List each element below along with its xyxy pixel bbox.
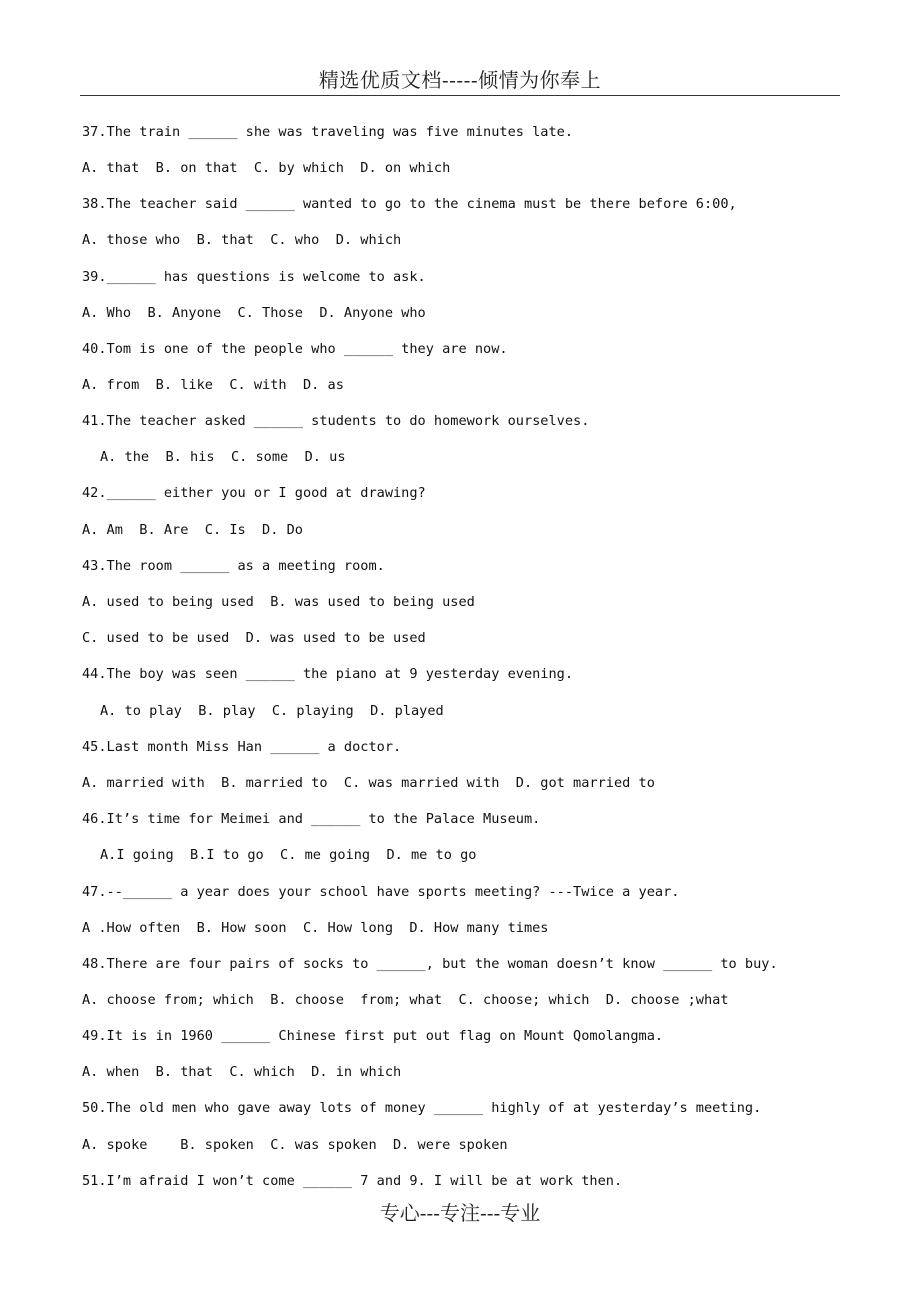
question-options-49: A. when B. that C. which D. in which bbox=[82, 1064, 402, 1080]
question-stem-39: 39.______ has questions is welcome to ask. bbox=[82, 269, 426, 285]
question-options-50: A. spoke B. spoken C. was spoken D. were spoken bbox=[82, 1137, 508, 1153]
question-stem-43: 43.The room ______ as a meeting room. bbox=[82, 558, 385, 574]
question-options-45: A. married with B. married to C. was married with D. got married to bbox=[82, 775, 655, 791]
question-options-39: A. Who B. Anyone C. Those D. Anyone who bbox=[82, 305, 426, 321]
question-stem-45: 45.Last month Miss Han ______ a doctor. bbox=[82, 739, 402, 755]
question-options-47: A .How often B. How soon C. How long D. How many times bbox=[82, 920, 549, 936]
question-stem-38: 38.The teacher said ______ wanted to go to the cinema must be there before 6:00, bbox=[82, 196, 737, 212]
question-options-48: A. choose from; which B. choose from; what C. choose; which D. choose ;what bbox=[82, 992, 729, 1008]
question-stem-37: 37.The train ______ she was traveling was five minutes late. bbox=[82, 124, 574, 140]
question-options-43: A. used to being used B. was used to being used bbox=[82, 594, 475, 610]
question-options-40: A. from B. like C. with D. as bbox=[82, 377, 344, 393]
question-stem-47: 47.--______ a year does your school have sports meeting? ---Twice a year. bbox=[82, 884, 680, 900]
question-stem-51: 51.I’m afraid I won’t come ______ 7 and 9. I will be at work then. bbox=[82, 1173, 623, 1189]
question-stem-42: 42.______ either you or I good at drawing? bbox=[82, 485, 426, 501]
question-stem-44: 44.The boy was seen ______ the piano at 9 yesterday evening. bbox=[82, 666, 574, 682]
question-options-41: A. the B. his C. some D. us bbox=[100, 449, 346, 465]
question-stem-46: 46.It’s time for Meimei and ______ to the Palace Museum. bbox=[82, 811, 541, 827]
question-options-44: A. to play B. play C. playing D. played bbox=[100, 703, 444, 719]
question-options-46: A.I going B.I to go C. me going D. me to go bbox=[100, 847, 477, 863]
question-stem-49: 49.It is in 1960 ______ Chinese first put out flag on Mount Qomolangma. bbox=[82, 1028, 664, 1044]
header-divider bbox=[80, 95, 840, 96]
question-options-37: A. that B. on that C. by which D. on which bbox=[82, 160, 451, 176]
question-stem-50: 50.The old men who gave away lots of money ______ highly of at yesterday’s meeting. bbox=[82, 1100, 762, 1116]
question-stem-48: 48.There are four pairs of socks to ______, but the woman doesn’t know ______ to buy. bbox=[82, 956, 778, 972]
question-stem-40: 40.Tom is one of the people who ______ they are now. bbox=[82, 341, 508, 357]
question-stem-41: 41.The teacher asked ______ students to do homework ourselves. bbox=[82, 413, 590, 429]
page-header-title: 精选优质文档-----倾情为你奉上 bbox=[318, 68, 602, 92]
question-options-43-cont: C. used to be used D. was used to be used bbox=[82, 630, 426, 646]
question-options-38: A. those who B. that C. who D. which bbox=[82, 232, 402, 248]
question-options-42: A. Am B. Are C. Is D. Do bbox=[82, 522, 303, 538]
page-footer: 专心---专注---专业 bbox=[379, 1201, 541, 1225]
